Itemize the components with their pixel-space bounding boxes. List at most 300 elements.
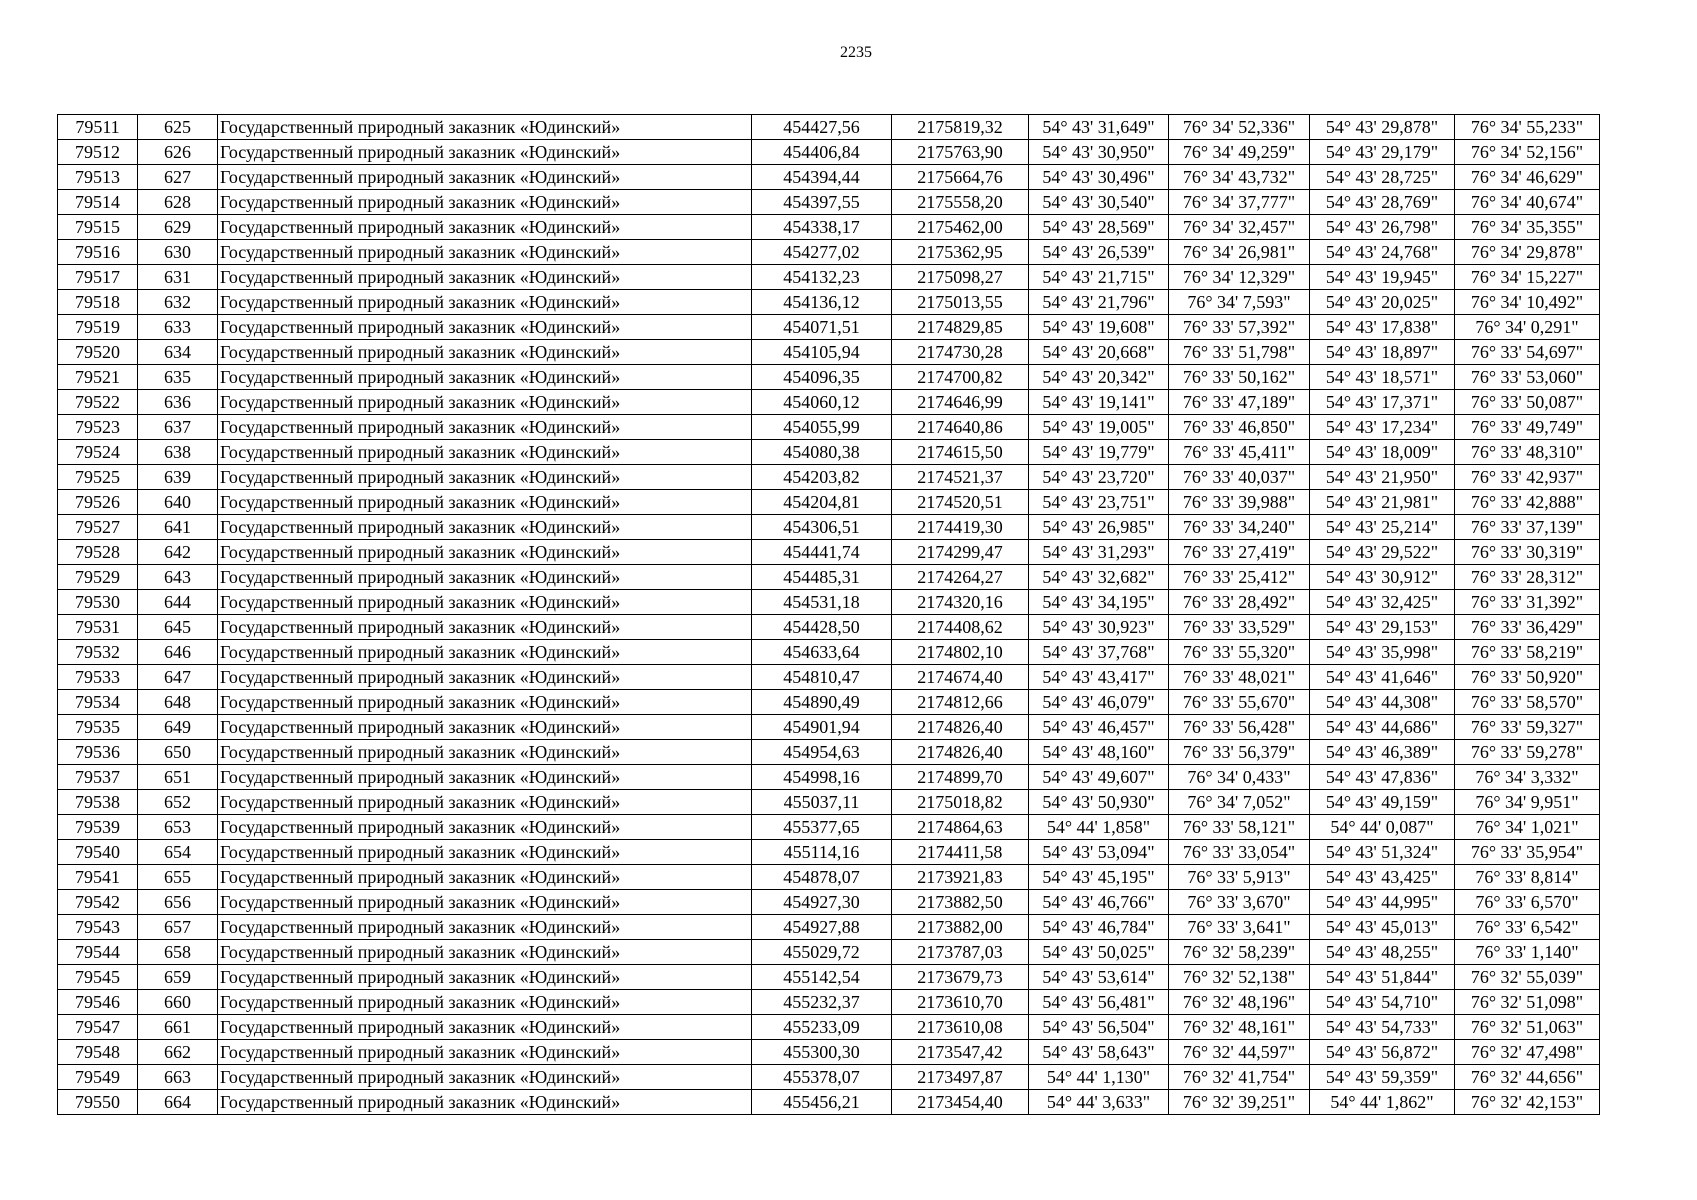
object-name-cell: Государственный природный заказник «Юдинский» <box>218 540 752 565</box>
table-row <box>58 190 1600 215</box>
longitude-2-cell: 76° 33' 1,140" <box>1455 940 1600 965</box>
x-coordinate-cell: 454397,55 <box>752 190 892 215</box>
latitude-2-cell: 54° 43' 29,522" <box>1310 540 1455 565</box>
record-id-cell: 79519 <box>58 315 138 340</box>
x-coordinate-cell: 455029,72 <box>752 940 892 965</box>
object-name-cell: Государственный природный заказник «Юдинский» <box>218 940 752 965</box>
record-id-cell: 79530 <box>58 590 138 615</box>
table-row <box>58 615 1600 640</box>
y-coordinate-cell: 2175362,95 <box>892 240 1029 265</box>
longitude-2-cell: 76° 32' 51,098" <box>1455 990 1600 1015</box>
point-number-cell: 644 <box>138 590 218 615</box>
object-name-cell: Государственный природный заказник «Юдинский» <box>218 465 752 490</box>
y-coordinate-cell: 2173882,50 <box>892 890 1029 915</box>
table-row <box>58 215 1600 240</box>
latitude-1-cell: 54° 43' 48,160" <box>1029 740 1169 765</box>
longitude-1-cell: 76° 34' 0,433" <box>1169 765 1310 790</box>
table-row <box>58 465 1600 490</box>
latitude-2-cell: 54° 43' 51,324" <box>1310 840 1455 865</box>
point-number-cell: 657 <box>138 915 218 940</box>
record-id-cell: 79512 <box>58 140 138 165</box>
latitude-2-cell: 54° 43' 20,025" <box>1310 290 1455 315</box>
latitude-2-cell: 54° 43' 26,798" <box>1310 215 1455 240</box>
longitude-1-cell: 76° 33' 33,054" <box>1169 840 1310 865</box>
y-coordinate-cell: 2174700,82 <box>892 365 1029 390</box>
longitude-2-cell: 76° 34' 1,021" <box>1455 815 1600 840</box>
table-row <box>58 265 1600 290</box>
x-coordinate-cell: 454136,12 <box>752 290 892 315</box>
latitude-1-cell: 54° 43' 20,342" <box>1029 365 1169 390</box>
y-coordinate-cell: 2174521,37 <box>892 465 1029 490</box>
object-name-cell: Государственный природный заказник «Юдинский» <box>218 390 752 415</box>
latitude-1-cell: 54° 43' 46,079" <box>1029 690 1169 715</box>
x-coordinate-cell: 454060,12 <box>752 390 892 415</box>
latitude-2-cell: 54° 43' 19,945" <box>1310 265 1455 290</box>
latitude-1-cell: 54° 43' 53,094" <box>1029 840 1169 865</box>
table-row <box>58 840 1600 865</box>
longitude-1-cell: 76° 33' 55,670" <box>1169 690 1310 715</box>
table-row <box>58 915 1600 940</box>
table-row <box>58 340 1600 365</box>
latitude-2-cell: 54° 43' 44,686" <box>1310 715 1455 740</box>
point-number-cell: 645 <box>138 615 218 640</box>
latitude-2-cell: 54° 44' 1,862" <box>1310 1090 1455 1115</box>
y-coordinate-cell: 2174864,63 <box>892 815 1029 840</box>
latitude-1-cell: 54° 43' 19,779" <box>1029 440 1169 465</box>
table-row <box>58 540 1600 565</box>
longitude-1-cell: 76° 33' 39,988" <box>1169 490 1310 515</box>
latitude-2-cell: 54° 43' 29,153" <box>1310 615 1455 640</box>
x-coordinate-cell: 454485,31 <box>752 565 892 590</box>
object-name-cell: Государственный природный заказник «Юдинский» <box>218 890 752 915</box>
record-id-cell: 79521 <box>58 365 138 390</box>
point-number-cell: 652 <box>138 790 218 815</box>
latitude-1-cell: 54° 43' 50,930" <box>1029 790 1169 815</box>
latitude-2-cell: 54° 43' 56,872" <box>1310 1040 1455 1065</box>
table-row <box>58 515 1600 540</box>
longitude-1-cell: 76° 34' 43,732" <box>1169 165 1310 190</box>
x-coordinate-cell: 454998,16 <box>752 765 892 790</box>
x-coordinate-cell: 455114,16 <box>752 840 892 865</box>
object-name-cell: Государственный природный заказник «Юдинский» <box>218 1065 752 1090</box>
y-coordinate-cell: 2173787,03 <box>892 940 1029 965</box>
record-id-cell: 79515 <box>58 215 138 240</box>
x-coordinate-cell: 454927,30 <box>752 890 892 915</box>
object-name-cell: Государственный природный заказник «Юдинский» <box>218 265 752 290</box>
latitude-1-cell: 54° 43' 26,539" <box>1029 240 1169 265</box>
x-coordinate-cell: 454105,94 <box>752 340 892 365</box>
table-row <box>58 290 1600 315</box>
record-id-cell: 79533 <box>58 665 138 690</box>
object-name-cell: Государственный природный заказник «Юдинский» <box>218 1090 752 1115</box>
object-name-cell: Государственный природный заказник «Юдинский» <box>218 765 752 790</box>
x-coordinate-cell: 454071,51 <box>752 315 892 340</box>
x-coordinate-cell: 454810,47 <box>752 665 892 690</box>
table-row <box>58 815 1600 840</box>
latitude-1-cell: 54° 43' 43,417" <box>1029 665 1169 690</box>
latitude-2-cell: 54° 44' 0,087" <box>1310 815 1455 840</box>
object-name-cell: Государственный природный заказник «Юдинский» <box>218 1015 752 1040</box>
latitude-2-cell: 54° 43' 46,389" <box>1310 740 1455 765</box>
latitude-2-cell: 54° 43' 45,013" <box>1310 915 1455 940</box>
point-number-cell: 658 <box>138 940 218 965</box>
table-row <box>58 715 1600 740</box>
object-name-cell: Государственный природный заказник «Юдинский» <box>218 140 752 165</box>
longitude-1-cell: 76° 33' 58,121" <box>1169 815 1310 840</box>
table-row <box>58 640 1600 665</box>
longitude-1-cell: 76° 32' 39,251" <box>1169 1090 1310 1115</box>
longitude-1-cell: 76° 32' 48,196" <box>1169 990 1310 1015</box>
longitude-1-cell: 76° 33' 56,428" <box>1169 715 1310 740</box>
y-coordinate-cell: 2174408,62 <box>892 615 1029 640</box>
y-coordinate-cell: 2173921,83 <box>892 865 1029 890</box>
table-body <box>58 115 1600 1115</box>
longitude-2-cell: 76° 34' 15,227" <box>1455 265 1600 290</box>
latitude-2-cell: 54° 43' 17,838" <box>1310 315 1455 340</box>
latitude-1-cell: 54° 43' 50,025" <box>1029 940 1169 965</box>
record-id-cell: 79511 <box>58 115 138 140</box>
y-coordinate-cell: 2175558,20 <box>892 190 1029 215</box>
longitude-2-cell: 76° 34' 3,332" <box>1455 765 1600 790</box>
y-coordinate-cell: 2173882,00 <box>892 915 1029 940</box>
y-coordinate-cell: 2173497,87 <box>892 1065 1029 1090</box>
x-coordinate-cell: 455300,30 <box>752 1040 892 1065</box>
y-coordinate-cell: 2174299,47 <box>892 540 1029 565</box>
y-coordinate-cell: 2174640,86 <box>892 415 1029 440</box>
x-coordinate-cell: 454406,84 <box>752 140 892 165</box>
point-number-cell: 634 <box>138 340 218 365</box>
object-name-cell: Государственный природный заказник «Юдинский» <box>218 840 752 865</box>
longitude-1-cell: 76° 32' 52,138" <box>1169 965 1310 990</box>
table-row <box>58 165 1600 190</box>
y-coordinate-cell: 2174730,28 <box>892 340 1029 365</box>
latitude-1-cell: 54° 43' 46,784" <box>1029 915 1169 940</box>
latitude-2-cell: 54° 43' 24,768" <box>1310 240 1455 265</box>
latitude-1-cell: 54° 43' 30,496" <box>1029 165 1169 190</box>
table-row <box>58 565 1600 590</box>
longitude-2-cell: 76° 33' 37,139" <box>1455 515 1600 540</box>
record-id-cell: 79529 <box>58 565 138 590</box>
latitude-1-cell: 54° 43' 58,643" <box>1029 1040 1169 1065</box>
object-name-cell: Государственный природный заказник «Юдинский» <box>218 640 752 665</box>
y-coordinate-cell: 2173454,40 <box>892 1090 1029 1115</box>
longitude-1-cell: 76° 32' 41,754" <box>1169 1065 1310 1090</box>
point-number-cell: 643 <box>138 565 218 590</box>
point-number-cell: 656 <box>138 890 218 915</box>
y-coordinate-cell: 2174812,66 <box>892 690 1029 715</box>
table-row <box>58 1040 1600 1065</box>
object-name-cell: Государственный природный заказник «Юдинский» <box>218 290 752 315</box>
table-row <box>58 940 1600 965</box>
record-id-cell: 79528 <box>58 540 138 565</box>
point-number-cell: 626 <box>138 140 218 165</box>
table-row <box>58 965 1600 990</box>
record-id-cell: 79548 <box>58 1040 138 1065</box>
y-coordinate-cell: 2173679,73 <box>892 965 1029 990</box>
longitude-2-cell: 76° 33' 30,319" <box>1455 540 1600 565</box>
object-name-cell: Государственный природный заказник «Юдинский» <box>218 815 752 840</box>
record-id-cell: 79549 <box>58 1065 138 1090</box>
latitude-2-cell: 54° 43' 18,571" <box>1310 365 1455 390</box>
latitude-1-cell: 54° 43' 20,668" <box>1029 340 1169 365</box>
table-row <box>58 315 1600 340</box>
longitude-1-cell: 76° 34' 49,259" <box>1169 140 1310 165</box>
x-coordinate-cell: 454080,38 <box>752 440 892 465</box>
record-id-cell: 79534 <box>58 690 138 715</box>
record-id-cell: 79522 <box>58 390 138 415</box>
y-coordinate-cell: 2174899,70 <box>892 765 1029 790</box>
table-row <box>58 140 1600 165</box>
longitude-2-cell: 76° 34' 46,629" <box>1455 165 1600 190</box>
latitude-1-cell: 54° 43' 34,195" <box>1029 590 1169 615</box>
latitude-2-cell: 54° 43' 21,950" <box>1310 465 1455 490</box>
x-coordinate-cell: 454203,82 <box>752 465 892 490</box>
latitude-1-cell: 54° 43' 30,923" <box>1029 615 1169 640</box>
longitude-1-cell: 76° 33' 56,379" <box>1169 740 1310 765</box>
longitude-2-cell: 76° 33' 58,570" <box>1455 690 1600 715</box>
longitude-1-cell: 76° 33' 5,913" <box>1169 865 1310 890</box>
table-row <box>58 740 1600 765</box>
longitude-2-cell: 76° 33' 58,219" <box>1455 640 1600 665</box>
longitude-2-cell: 76° 33' 54,697" <box>1455 340 1600 365</box>
object-name-cell: Государственный природный заказник «Юдинский» <box>218 790 752 815</box>
object-name-cell: Государственный природный заказник «Юдинский» <box>218 965 752 990</box>
latitude-1-cell: 54° 43' 31,293" <box>1029 540 1169 565</box>
latitude-2-cell: 54° 43' 21,981" <box>1310 490 1455 515</box>
point-number-cell: 659 <box>138 965 218 990</box>
y-coordinate-cell: 2174419,30 <box>892 515 1029 540</box>
latitude-1-cell: 54° 43' 19,608" <box>1029 315 1169 340</box>
object-name-cell: Государственный природный заказник «Юдинский» <box>218 415 752 440</box>
point-number-cell: 641 <box>138 515 218 540</box>
record-id-cell: 79538 <box>58 790 138 815</box>
point-number-cell: 655 <box>138 865 218 890</box>
y-coordinate-cell: 2175763,90 <box>892 140 1029 165</box>
longitude-1-cell: 76° 33' 3,670" <box>1169 890 1310 915</box>
point-number-cell: 637 <box>138 415 218 440</box>
latitude-1-cell: 54° 43' 46,766" <box>1029 890 1169 915</box>
record-id-cell: 79535 <box>58 715 138 740</box>
latitude-2-cell: 54° 43' 30,912" <box>1310 565 1455 590</box>
longitude-1-cell: 76° 32' 44,597" <box>1169 1040 1310 1065</box>
object-name-cell: Государственный природный заказник «Юдинский» <box>218 740 752 765</box>
table-row <box>58 1090 1600 1115</box>
latitude-1-cell: 54° 43' 56,504" <box>1029 1015 1169 1040</box>
y-coordinate-cell: 2174615,50 <box>892 440 1029 465</box>
latitude-2-cell: 54° 43' 41,646" <box>1310 665 1455 690</box>
table-row <box>58 115 1600 140</box>
longitude-1-cell: 76° 34' 37,777" <box>1169 190 1310 215</box>
record-id-cell: 79537 <box>58 765 138 790</box>
y-coordinate-cell: 2174264,27 <box>892 565 1029 590</box>
record-id-cell: 79527 <box>58 515 138 540</box>
table-row <box>58 990 1600 1015</box>
latitude-1-cell: 54° 44' 1,858" <box>1029 815 1169 840</box>
latitude-2-cell: 54° 43' 17,371" <box>1310 390 1455 415</box>
x-coordinate-cell: 454132,23 <box>752 265 892 290</box>
longitude-2-cell: 76° 33' 50,920" <box>1455 665 1600 690</box>
point-number-cell: 630 <box>138 240 218 265</box>
object-name-cell: Государственный природный заказник «Юдинский» <box>218 690 752 715</box>
point-number-cell: 661 <box>138 1015 218 1040</box>
record-id-cell: 79550 <box>58 1090 138 1115</box>
table-row <box>58 765 1600 790</box>
longitude-1-cell: 76° 32' 58,239" <box>1169 940 1310 965</box>
point-number-cell: 631 <box>138 265 218 290</box>
latitude-1-cell: 54° 43' 45,195" <box>1029 865 1169 890</box>
record-id-cell: 79546 <box>58 990 138 1015</box>
point-number-cell: 633 <box>138 315 218 340</box>
table-row <box>58 415 1600 440</box>
record-id-cell: 79543 <box>58 915 138 940</box>
longitude-1-cell: 76° 33' 55,320" <box>1169 640 1310 665</box>
latitude-1-cell: 54° 44' 3,633" <box>1029 1090 1169 1115</box>
record-id-cell: 79513 <box>58 165 138 190</box>
latitude-1-cell: 54° 43' 19,141" <box>1029 390 1169 415</box>
longitude-1-cell: 76° 34' 32,457" <box>1169 215 1310 240</box>
object-name-cell: Государственный природный заказник «Юдинский» <box>218 165 752 190</box>
object-name-cell: Государственный природный заказник «Юдинский» <box>218 365 752 390</box>
table-row <box>58 690 1600 715</box>
longitude-2-cell: 76° 33' 31,392" <box>1455 590 1600 615</box>
latitude-2-cell: 54° 43' 59,359" <box>1310 1065 1455 1090</box>
point-number-cell: 653 <box>138 815 218 840</box>
record-id-cell: 79517 <box>58 265 138 290</box>
table-row <box>58 1065 1600 1090</box>
record-id-cell: 79544 <box>58 940 138 965</box>
longitude-1-cell: 76° 33' 3,641" <box>1169 915 1310 940</box>
y-coordinate-cell: 2174411,58 <box>892 840 1029 865</box>
longitude-1-cell: 76° 33' 27,419" <box>1169 540 1310 565</box>
latitude-2-cell: 54° 43' 29,878" <box>1310 115 1455 140</box>
latitude-2-cell: 54° 43' 44,308" <box>1310 690 1455 715</box>
point-number-cell: 663 <box>138 1065 218 1090</box>
table-row <box>58 865 1600 890</box>
object-name-cell: Государственный природный заказник «Юдинский» <box>218 615 752 640</box>
latitude-1-cell: 54° 43' 21,715" <box>1029 265 1169 290</box>
object-name-cell: Государственный природный заказник «Юдинский» <box>218 215 752 240</box>
x-coordinate-cell: 455377,65 <box>752 815 892 840</box>
longitude-1-cell: 76° 33' 51,798" <box>1169 340 1310 365</box>
point-number-cell: 639 <box>138 465 218 490</box>
longitude-2-cell: 76° 33' 6,570" <box>1455 890 1600 915</box>
longitude-1-cell: 76° 33' 28,492" <box>1169 590 1310 615</box>
x-coordinate-cell: 454890,49 <box>752 690 892 715</box>
latitude-1-cell: 54° 43' 30,950" <box>1029 140 1169 165</box>
x-coordinate-cell: 454441,74 <box>752 540 892 565</box>
longitude-2-cell: 76° 33' 59,327" <box>1455 715 1600 740</box>
object-name-cell: Государственный природный заказник «Юдинский» <box>218 340 752 365</box>
longitude-2-cell: 76° 32' 47,498" <box>1455 1040 1600 1065</box>
latitude-1-cell: 54° 43' 56,481" <box>1029 990 1169 1015</box>
object-name-cell: Государственный природный заказник «Юдинский» <box>218 115 752 140</box>
longitude-2-cell: 76° 32' 55,039" <box>1455 965 1600 990</box>
object-name-cell: Государственный природный заказник «Юдинский» <box>218 990 752 1015</box>
point-number-cell: 642 <box>138 540 218 565</box>
latitude-2-cell: 54° 43' 47,836" <box>1310 765 1455 790</box>
latitude-1-cell: 54° 43' 23,720" <box>1029 465 1169 490</box>
longitude-1-cell: 76° 34' 52,336" <box>1169 115 1310 140</box>
object-name-cell: Государственный природный заказник «Юдинский» <box>218 515 752 540</box>
record-id-cell: 79523 <box>58 415 138 440</box>
record-id-cell: 79540 <box>58 840 138 865</box>
longitude-1-cell: 76° 33' 45,411" <box>1169 440 1310 465</box>
longitude-1-cell: 76° 33' 50,162" <box>1169 365 1310 390</box>
latitude-1-cell: 54° 43' 30,540" <box>1029 190 1169 215</box>
longitude-2-cell: 76° 33' 35,954" <box>1455 840 1600 865</box>
longitude-1-cell: 76° 33' 33,529" <box>1169 615 1310 640</box>
latitude-2-cell: 54° 43' 48,255" <box>1310 940 1455 965</box>
x-coordinate-cell: 454428,50 <box>752 615 892 640</box>
record-id-cell: 79531 <box>58 615 138 640</box>
point-number-cell: 638 <box>138 440 218 465</box>
record-id-cell: 79539 <box>58 815 138 840</box>
record-id-cell: 79524 <box>58 440 138 465</box>
x-coordinate-cell: 455037,11 <box>752 790 892 815</box>
latitude-2-cell: 54° 43' 44,995" <box>1310 890 1455 915</box>
y-coordinate-cell: 2174646,99 <box>892 390 1029 415</box>
latitude-1-cell: 54° 43' 19,005" <box>1029 415 1169 440</box>
x-coordinate-cell: 454901,94 <box>752 715 892 740</box>
latitude-2-cell: 54° 43' 54,710" <box>1310 990 1455 1015</box>
latitude-1-cell: 54° 44' 1,130" <box>1029 1065 1169 1090</box>
object-name-cell: Государственный природный заказник «Юдинский» <box>218 665 752 690</box>
x-coordinate-cell: 454277,02 <box>752 240 892 265</box>
y-coordinate-cell: 2174826,40 <box>892 740 1029 765</box>
x-coordinate-cell: 455142,54 <box>752 965 892 990</box>
x-coordinate-cell: 454954,63 <box>752 740 892 765</box>
x-coordinate-cell: 454306,51 <box>752 515 892 540</box>
latitude-2-cell: 54° 43' 28,725" <box>1310 165 1455 190</box>
latitude-1-cell: 54° 43' 26,985" <box>1029 515 1169 540</box>
x-coordinate-cell: 454055,99 <box>752 415 892 440</box>
point-number-cell: 647 <box>138 665 218 690</box>
point-number-cell: 635 <box>138 365 218 390</box>
latitude-2-cell: 54° 43' 32,425" <box>1310 590 1455 615</box>
longitude-2-cell: 76° 33' 59,278" <box>1455 740 1600 765</box>
latitude-2-cell: 54° 43' 18,009" <box>1310 440 1455 465</box>
point-number-cell: 660 <box>138 990 218 1015</box>
latitude-1-cell: 54° 43' 49,607" <box>1029 765 1169 790</box>
object-name-cell: Государственный природный заказник «Юдинский» <box>218 315 752 340</box>
point-number-cell: 649 <box>138 715 218 740</box>
longitude-2-cell: 76° 33' 6,542" <box>1455 915 1600 940</box>
point-number-cell: 650 <box>138 740 218 765</box>
y-coordinate-cell: 2175018,82 <box>892 790 1029 815</box>
longitude-1-cell: 76° 34' 7,593" <box>1169 290 1310 315</box>
latitude-1-cell: 54° 43' 31,649" <box>1029 115 1169 140</box>
latitude-2-cell: 54° 43' 54,733" <box>1310 1015 1455 1040</box>
table-row <box>58 240 1600 265</box>
x-coordinate-cell: 454927,88 <box>752 915 892 940</box>
longitude-2-cell: 76° 33' 8,814" <box>1455 865 1600 890</box>
record-id-cell: 79542 <box>58 890 138 915</box>
x-coordinate-cell: 454427,56 <box>752 115 892 140</box>
point-number-cell: 662 <box>138 1040 218 1065</box>
latitude-2-cell: 54° 43' 25,214" <box>1310 515 1455 540</box>
record-id-cell: 79514 <box>58 190 138 215</box>
y-coordinate-cell: 2174674,40 <box>892 665 1029 690</box>
record-id-cell: 79526 <box>58 490 138 515</box>
record-id-cell: 79516 <box>58 240 138 265</box>
x-coordinate-cell: 454204,81 <box>752 490 892 515</box>
point-number-cell: 627 <box>138 165 218 190</box>
x-coordinate-cell: 455232,37 <box>752 990 892 1015</box>
longitude-1-cell: 76° 33' 47,189" <box>1169 390 1310 415</box>
point-number-cell: 664 <box>138 1090 218 1115</box>
point-number-cell: 654 <box>138 840 218 865</box>
longitude-2-cell: 76° 33' 53,060" <box>1455 365 1600 390</box>
